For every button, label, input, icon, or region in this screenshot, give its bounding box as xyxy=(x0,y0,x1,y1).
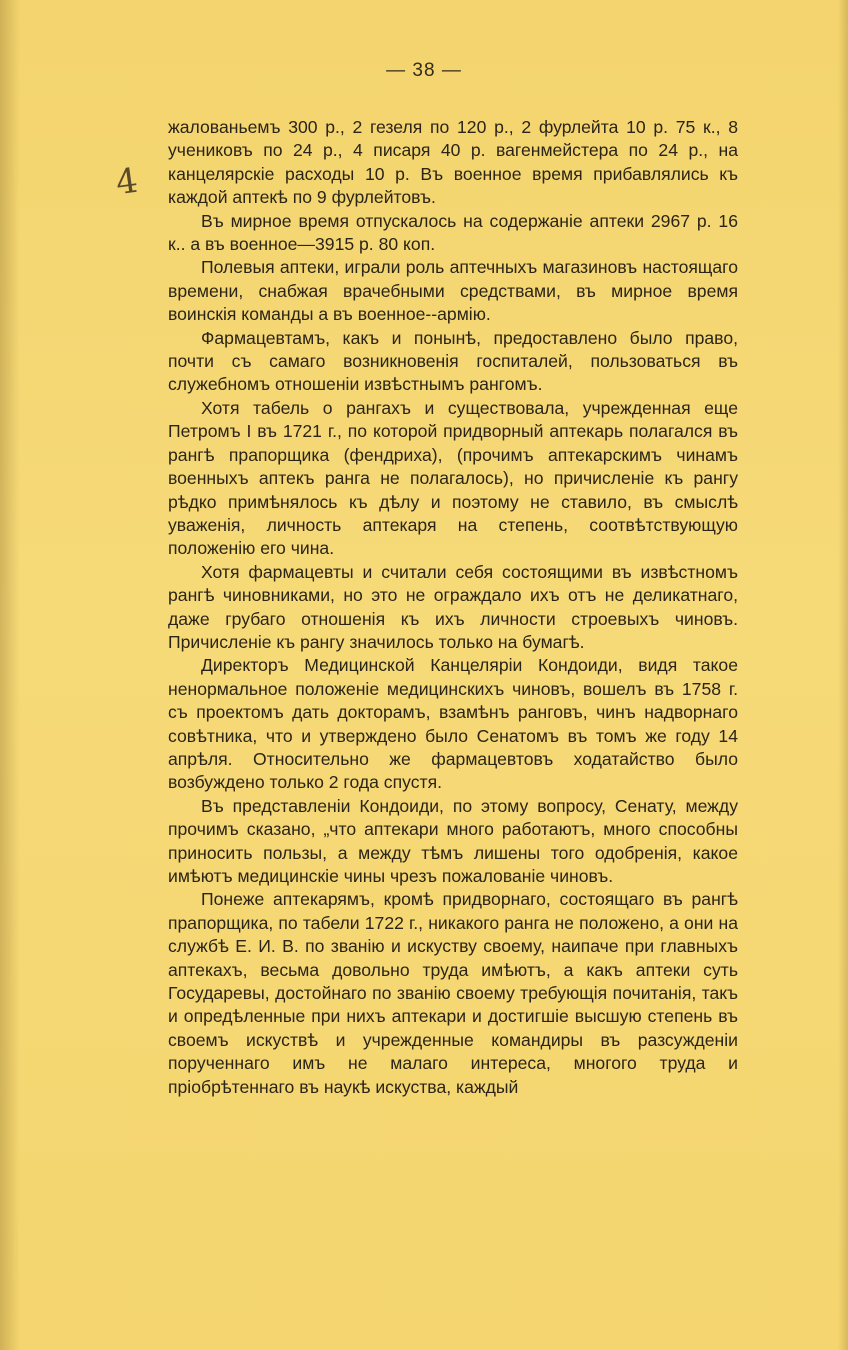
handwritten-margin-mark: 4 xyxy=(113,160,141,204)
body-text xyxy=(168,116,738,1099)
paragraph: Директоръ Медицинской Канцелярiи Кондоиди, видя такое ненормальное положенiе медицинскихъ чиновъ, вошелъ въ 1758 г. съ проектомъ дать докторамъ, взамѣнъ ранговъ, чинъ надворнаго совѣтника, что и утверждено было Сенатомъ въ томъ же году 14 апрѣля. Относительно же фармацевтовъ ходатайство было возбуждено только 2 года спустя. xyxy=(168,655,738,793)
paragraph: Фармацевтамъ, какъ и понынѣ, предоставлено было право, почти съ самаго возникновенiя госпиталей, пользоваться въ служебномъ отношенiи извѣстнымъ рангомъ. xyxy=(168,327,738,395)
paragraph: Хотя фармацевты и считали себя состоящими въ извѣстномъ рангѣ чиновниками, но это не ограждало ихъ отъ не деликатнаго, даже грубаго отношенiя къ ихъ личности строевыхъ чиновъ. Причисленiе къ рангу значилось только на бумагѣ. xyxy=(168,561,738,652)
paragraph: Хотя табель о рангахъ и существовала, учрежденная еще Петромъ I въ 1721 г., по которой придворный аптекарь полагался въ рангѣ прапорщика (фендриха), (прочимъ аптекарскимъ чинамъ военныхъ аптекъ ранга не полагалось), но причисленiе къ рангу рѣдко примѣнялось къ дѣлу и поэтому не ставило, въ смыслѣ уваженiя, личность аптекаря на степень, соотвѣтствующую положенiю его чина. xyxy=(168,397,738,559)
paragraph-continuation: жалованьемъ 300 р., 2 гезеля по 120 р., 2 фурлейта 10 р. 75 к., 8 учениковъ по 24 р., 4 писаря 40 р. вагенмейстера по 24 р., на канцелярскiе расходы 10 р. Въ военное время прибавлялись къ каждой аптекѣ по 9 фурлейтовъ. xyxy=(168,117,738,208)
paragraph: Въ представленiи Кондоиди, по этому вопросу, Сенату, между прочимъ сказано, „что аптекари много работаютъ, много способны приносить пользы, а между тѣмъ лишены того одобренiя, какое имѣютъ медицинскiе чины чрезъ пожалованiе чиновъ. xyxy=(168,795,738,886)
paragraph: Понеже аптекарямъ, кромѣ придворнаго, состоящаго въ рангѣ прапорщика, по табели 1722 г., никакого ранга не положено, а они на службѣ Е. И. В. по званiю и искуству своему, наипаче при главныхъ аптекахъ, весьма довольно труда имѣютъ, а какъ аптеки суть Государевы, достойнаго по званiю своему требующiя почитанiя, такъ и опредѣленные при нихъ аптекари и достигшiе высшую степень въ своемъ искуствѣ и учрежденные командиры въ разсужденiи порученнаго имъ не малаго интереса, многого труда и прiобрѣтеннаго въ наукѣ искуства, каждый xyxy=(168,889,738,1097)
left-page-edge xyxy=(0,0,20,1350)
paragraph: Въ мирное время отпускалось на содержанiе аптеки 2967 р. 16 к.. а въ военное—3915 р. 80 коп. xyxy=(168,210,738,255)
page-number: — 38 — xyxy=(386,60,462,81)
paragraph: Полевыя аптеки, играли роль аптечныхъ магазиновъ настоящаго времени, снабжая врачебными средствами, въ мирное время воинскiя команды а въ военное--армiю. xyxy=(168,257,738,325)
right-page-edge xyxy=(838,0,848,1350)
